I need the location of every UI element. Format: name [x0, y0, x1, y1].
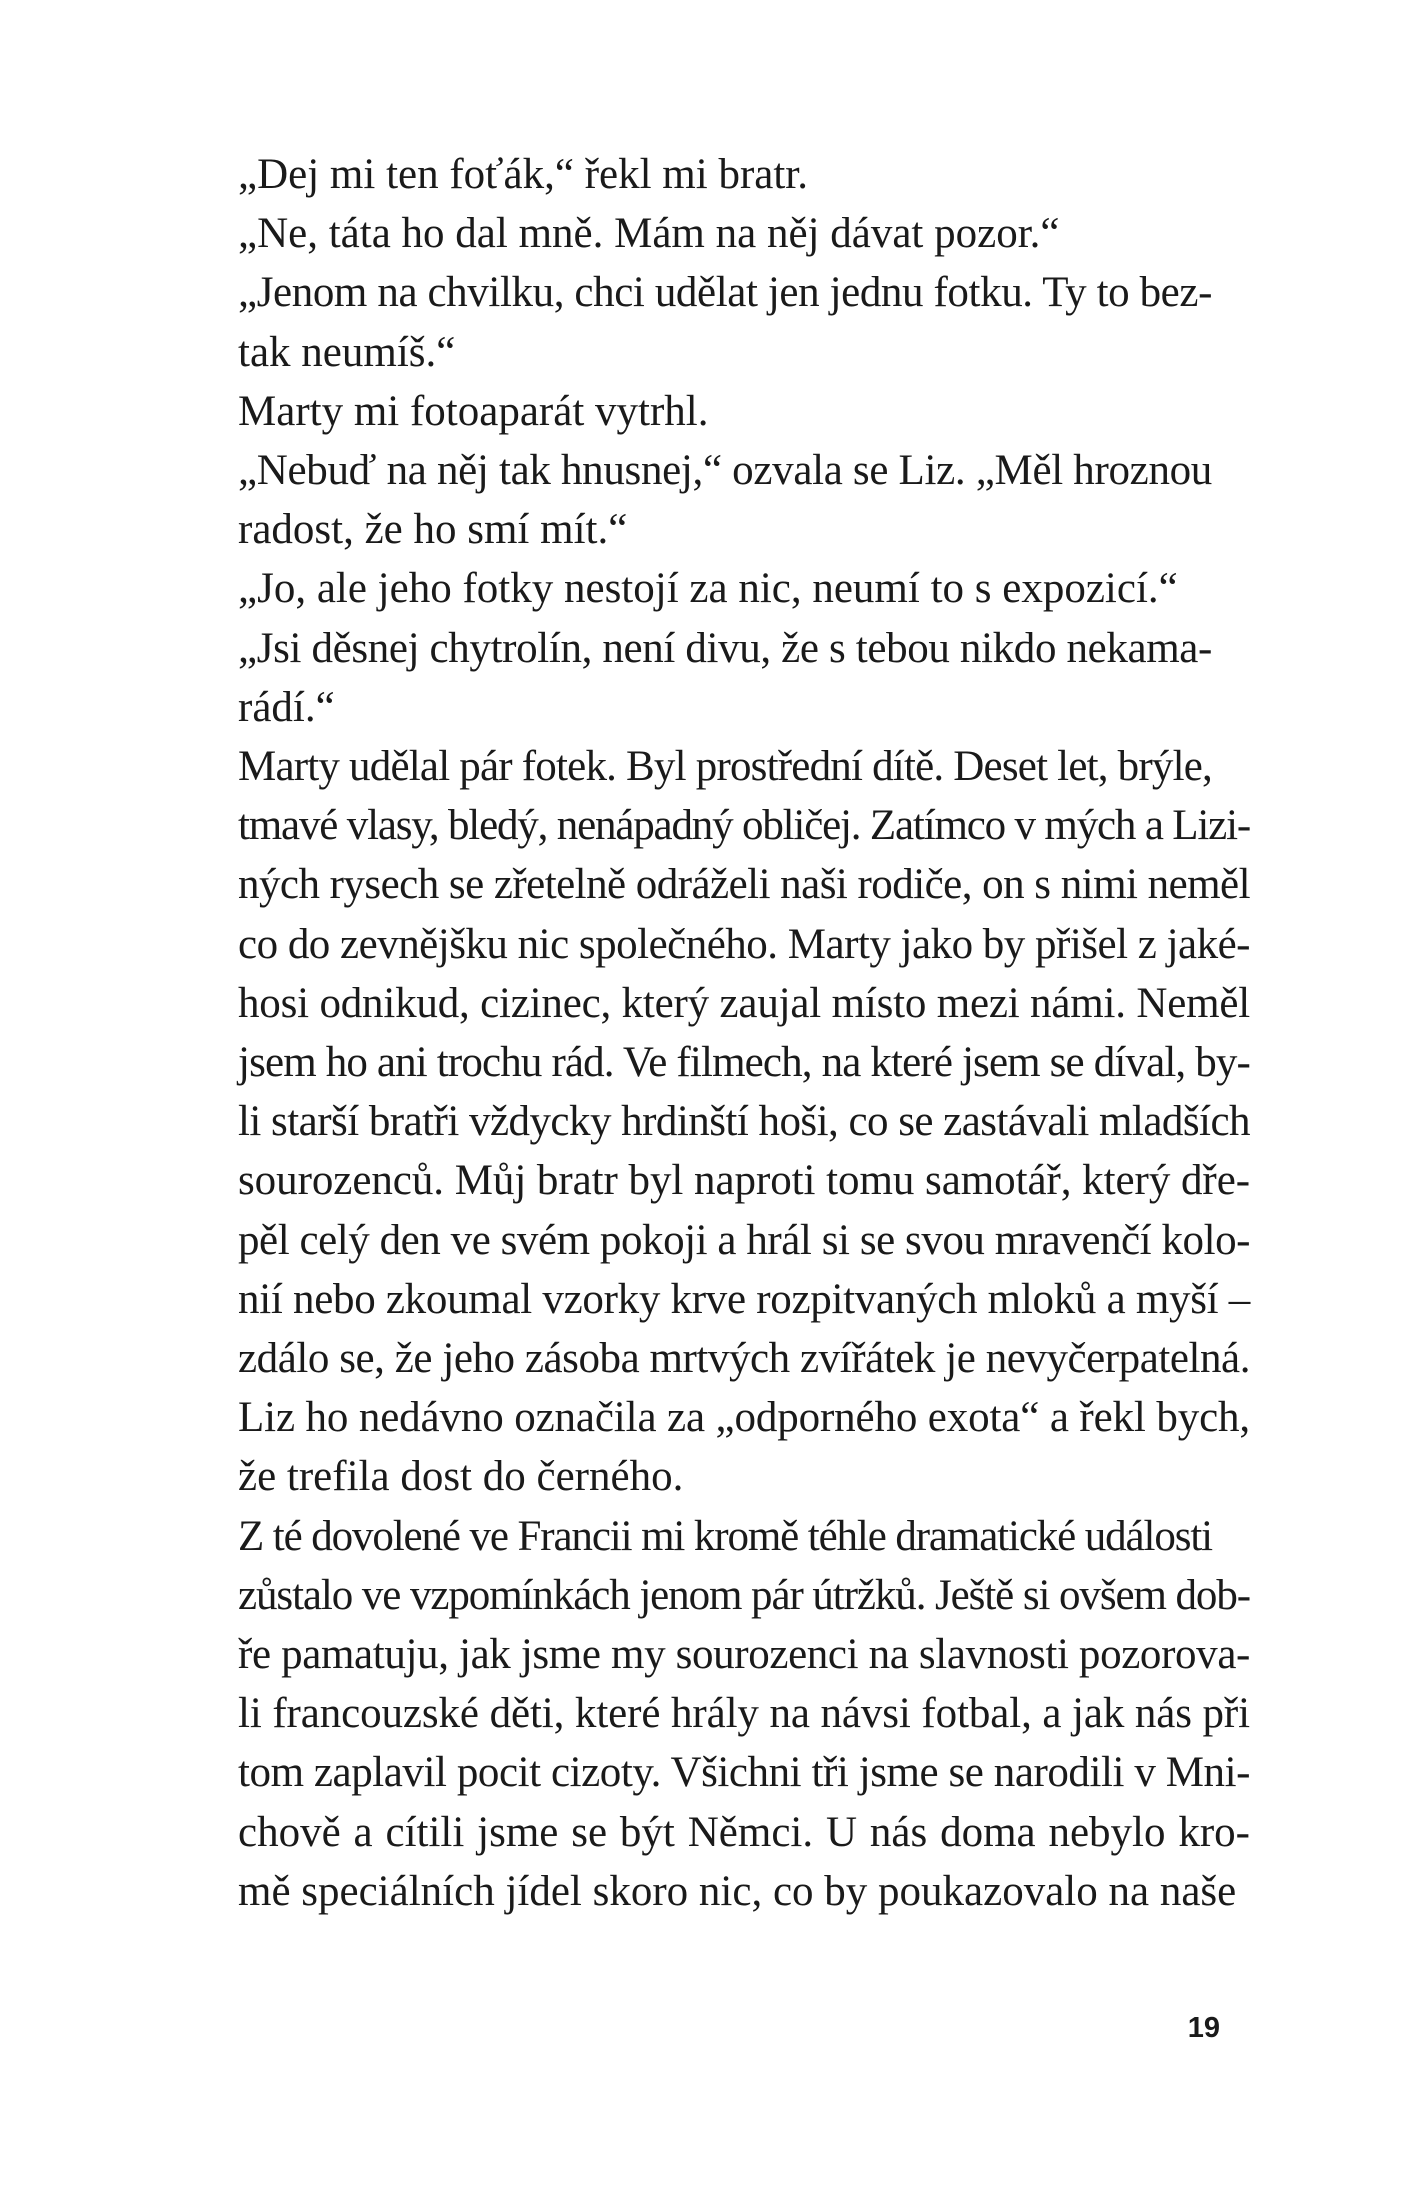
text-line: „Nebuď na něj tak hnusnej,“ ozvala se Liz. „Měl hroznou	[238, 447, 1212, 495]
text-line: Z té dovolené ve Francii mi kromě téhle dramatické události	[238, 1512, 1212, 1560]
text-line: nií nebo zkoumal vzorky krve rozpitvaných mloků a myší –	[238, 1275, 1250, 1323]
text-line: zdálo se, že jeho zásoba mrtvých zvířátek je nevyčerpatelná.	[238, 1335, 1251, 1383]
text-line: „Jsi děsnej chytrolín, není divu, že s tebou nikdo nekama-	[238, 624, 1212, 672]
text-line: sourozenců. Můj bratr byl naproti tomu samotář, který dře-	[238, 1157, 1250, 1205]
text-line: li starší bratři vždycky hrdinští hoši, co se zastávali mladších	[238, 1098, 1250, 1146]
text-line: Liz ho nedávno označila za „odporného exota“ a řekl bych,	[238, 1394, 1250, 1442]
text-line: chově a cítili jsme se být Němci. U nás doma nebylo kro-	[238, 1808, 1250, 1856]
text-line: pěl celý den ve svém pokoji a hrál si se svou mravenčí kolo-	[238, 1216, 1250, 1264]
text-line: že trefila dost do černého.	[238, 1453, 684, 1501]
text-line: zůstalo ve vzpomínkách jenom pár útržků. Ještě si ovšem dob-	[238, 1571, 1250, 1619]
text-line: jsem ho ani trochu rád. Ve filmech, na které jsem se díval, by-	[238, 1039, 1250, 1087]
text-line: co do zevnějšku nic společného. Marty jako by přišel z jaké-	[238, 920, 1250, 968]
text-line: tak neumíš.“	[238, 328, 456, 376]
text-line: hosi odnikud, cizinec, který zaujal místo mezi námi. Neměl	[238, 979, 1250, 1027]
paragraph	[200, 441, 1250, 559]
page-number: 19	[1187, 2012, 1220, 2044]
text-line: tmavé vlasy, bledý, nenápadný obličej. Zatímco v mých a Lizi-	[238, 802, 1250, 850]
paragraph	[200, 263, 1250, 381]
text-line: „Dej mi ten foťák,“ řekl mi bratr.	[238, 151, 809, 198]
paragraph	[200, 204, 1250, 263]
text-line: rádí.“	[238, 683, 335, 731]
text-line: Marty udělal pár fotek. Byl prostřední dítě. Deset let, brýle,	[238, 743, 1212, 791]
text-line: „Jo, ale jeho fotky nestojí za nic, neumí to s expozicí.“	[238, 565, 1178, 613]
paragraph	[200, 737, 1250, 1507]
text-line: Marty mi fotoaparát vytrhl.	[238, 387, 709, 435]
text-line: „Ne, táta ho dal mně. Mám na něj dávat pozor.“	[238, 210, 1060, 258]
body-text	[200, 145, 1250, 1921]
text-line: mě speciálních jídel skoro nic, co by poukazovalo na naše	[238, 1867, 1237, 1915]
paragraph	[200, 382, 1250, 441]
text-line: radost, že ho smí mít.“	[238, 506, 628, 554]
paragraph	[200, 1507, 1250, 1921]
text-line: li francouzské děti, které hrály na návsi fotbal, a jak nás při	[238, 1690, 1250, 1738]
paragraph	[200, 145, 1250, 204]
text-line: ře pamatuju, jak jsme my sourozenci na slavnosti pozorova-	[238, 1631, 1250, 1679]
paragraph	[200, 559, 1250, 618]
paragraph	[200, 619, 1250, 737]
text-line: „Jenom na chvilku, chci udělat jen jednu fotku. Ty to bez-	[238, 269, 1212, 317]
text-line: tom zaplavil pocit cizoty. Všichni tři jsme se narodili v Mni-	[238, 1749, 1250, 1797]
text-line: ných rysech se zřetelně odráželi naši rodiče, on s nimi neměl	[238, 861, 1250, 909]
